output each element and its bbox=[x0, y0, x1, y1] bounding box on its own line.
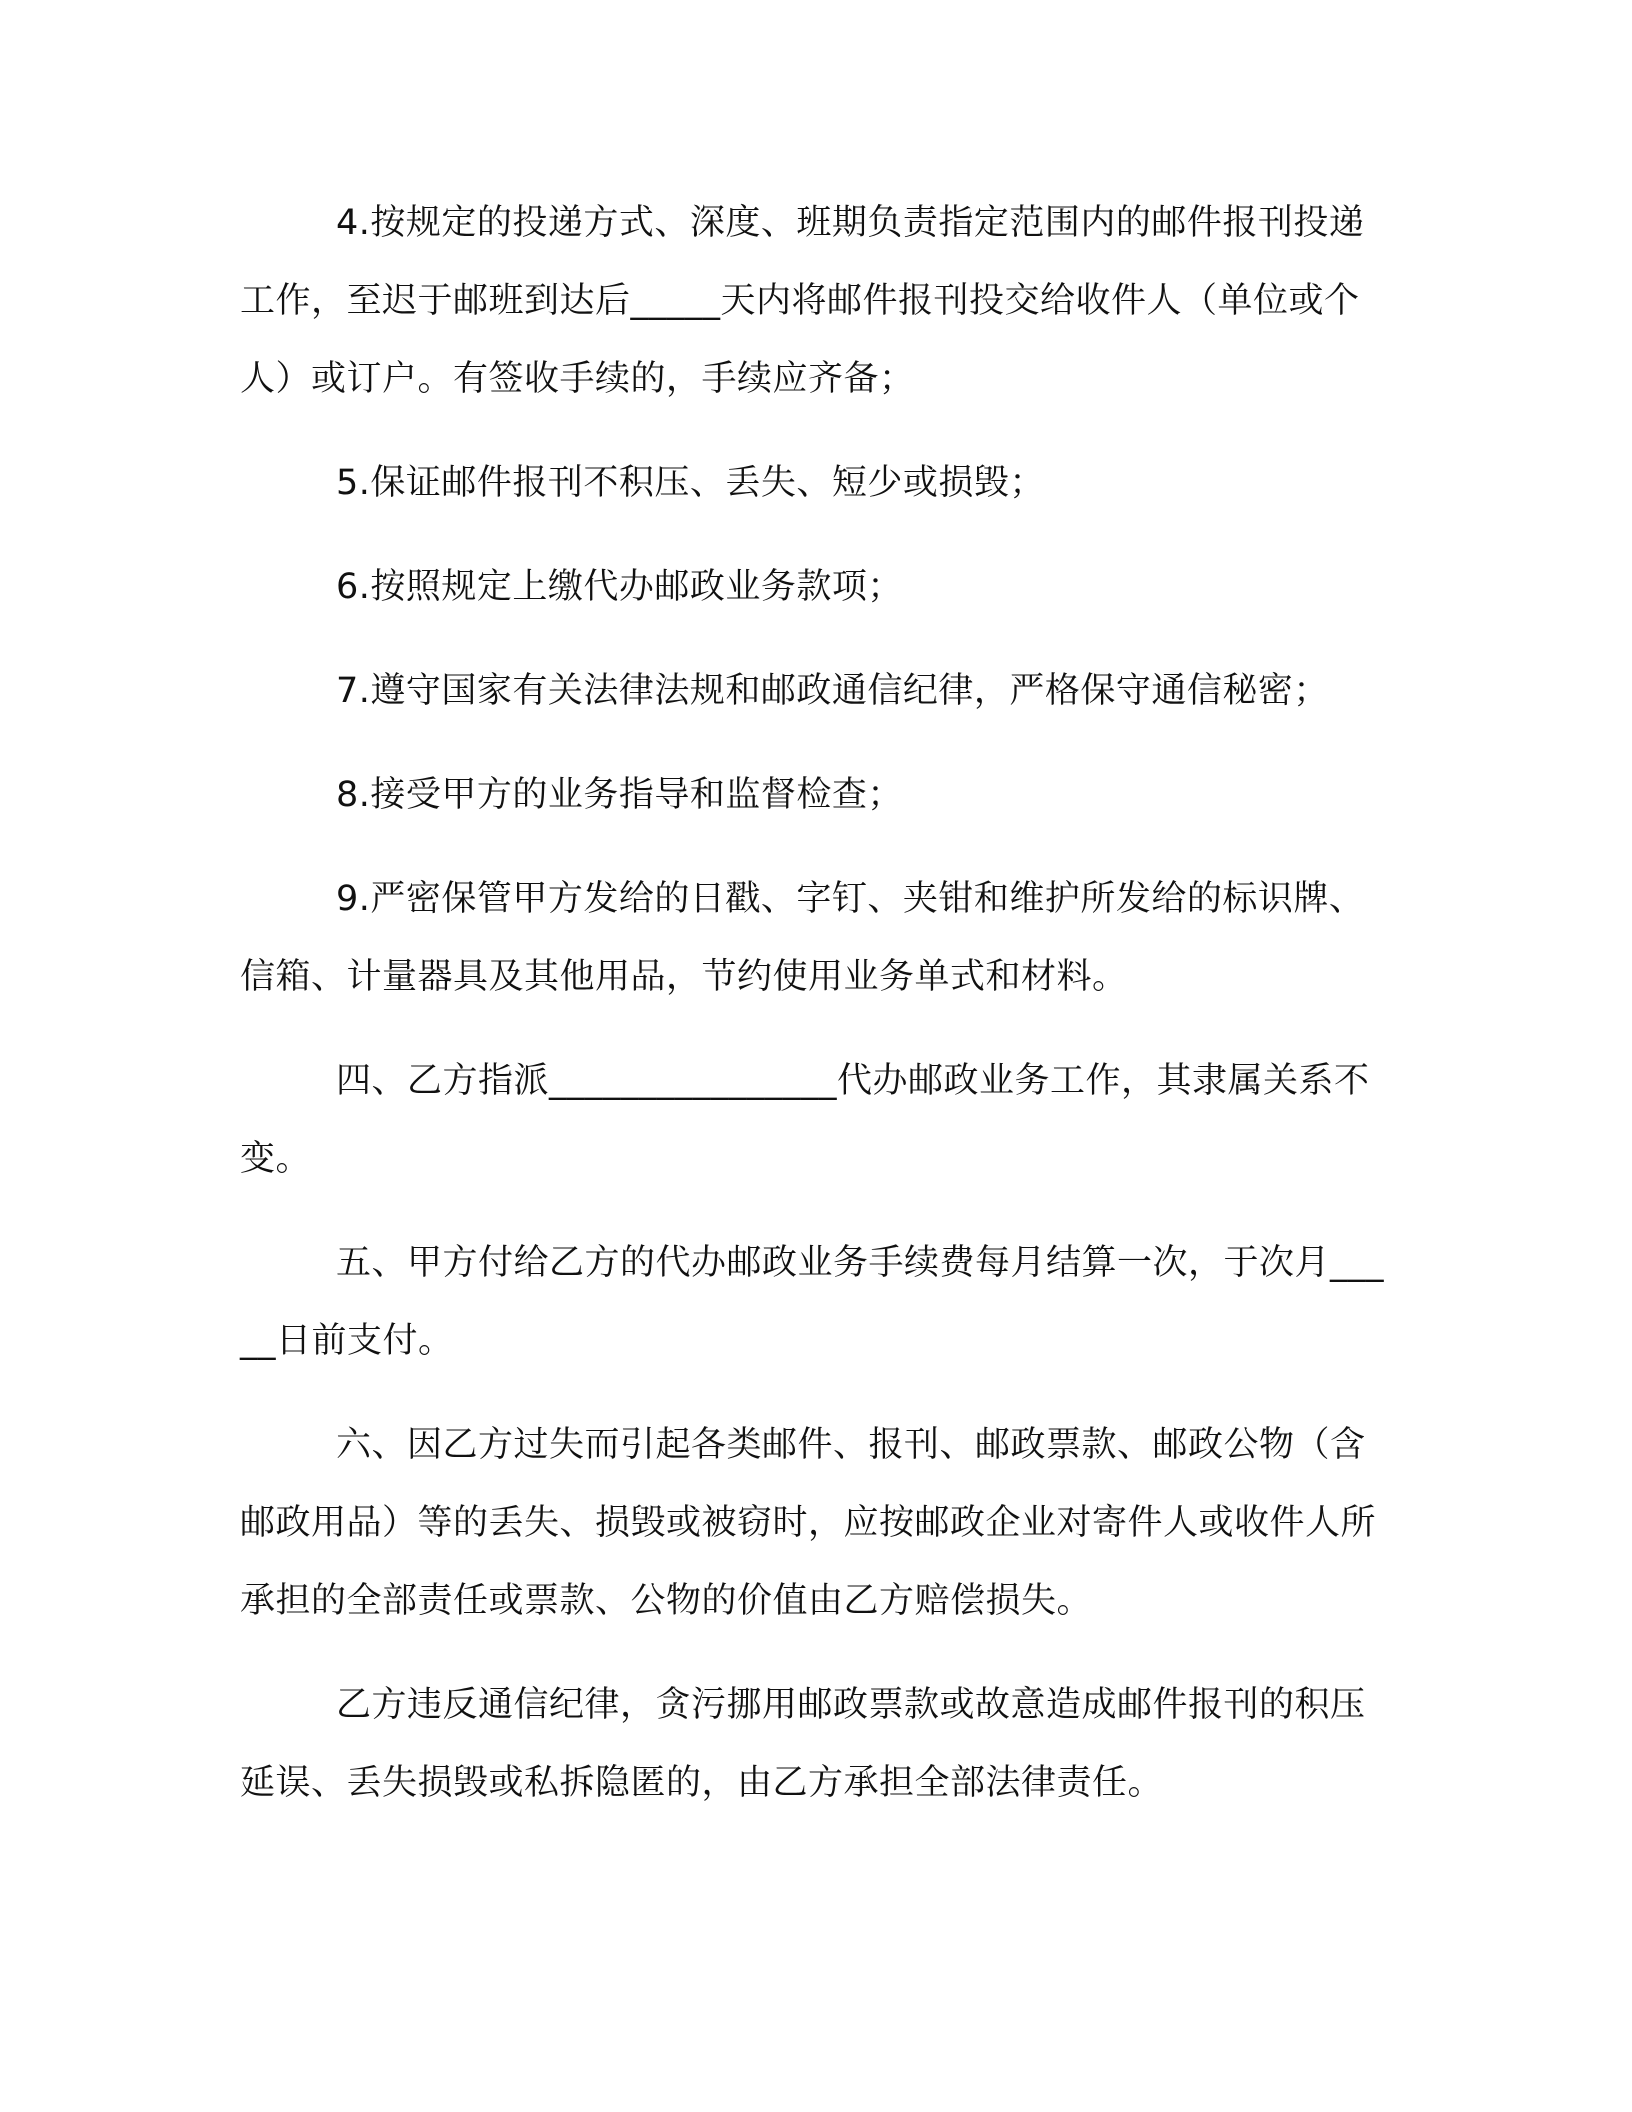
section-6-legal-responsibility: 乙方违反通信纪律，贪污挪用邮政票款或故意造成邮件报刊的积压延误、丢失损毁或私拆隐匿的，由乙方承担全部法律责任。 bbox=[240, 1685, 1366, 1803]
clause-9-custody: 9.严密保管甲方发给的日戳、字钉、夹钳和维护所发给的标识牌、信箱、计量器具及其他用品，节约使用业务单式和材料。 bbox=[240, 879, 1365, 997]
clause-5-no-backlog: 5.保证邮件报刊不积压、丢失、短少或损毁； bbox=[336, 463, 1045, 503]
document-page bbox=[240, 184, 1392, 1848]
section-4-assignee: 四、乙方指派________________代办邮政业务工作，其隶属关系不变。 bbox=[240, 1061, 1370, 1179]
clause-6-remit-funds: 6.按照规定上缴代办邮政业务款项； bbox=[336, 567, 903, 607]
clause-7-confidentiality: 7.遵守国家有关法律法规和邮政通信纪律，严格保守通信秘密； bbox=[336, 671, 1329, 711]
section-6-liability: 六、因乙方过失而引起各类邮件、报刊、邮政票款、邮政公物（含邮政用品）等的丢失、损毁或被窃时，应按邮政企业对寄件人或收件人所承担的全部责任或票款、公物的价值由乙方赔偿损失。 bbox=[240, 1425, 1377, 1621]
clause-8-supervision: 8.接受甲方的业务指导和监督检查； bbox=[336, 775, 903, 815]
clause-4-delivery: 4.按规定的投递方式、深度、班期负责指定范围内的邮件报刊投递工作，至迟于邮班到达后_____天内将邮件报刊投交给收件人（单位或个人）或订户。有签收手续的，手续应齐备； bbox=[240, 203, 1365, 399]
section-5-fee-settlement: 五、甲方付给乙方的代办邮政业务手续费每月结算一次，于次月_____日前支付。 bbox=[240, 1243, 1385, 1361]
